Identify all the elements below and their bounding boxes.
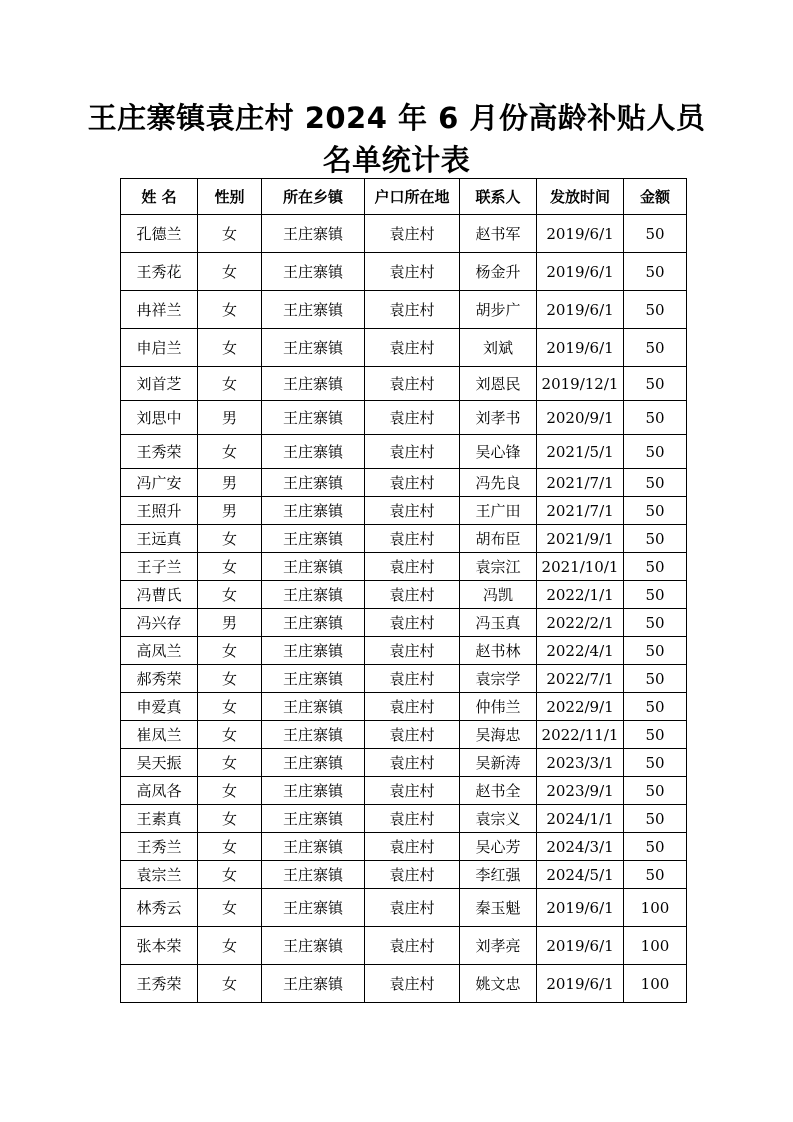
header-registered-residence: 户口所在地: [365, 179, 460, 215]
cell-contact: 赵书军: [460, 215, 537, 253]
header-name: 姓 名: [121, 179, 198, 215]
cell-contact: 王广田: [460, 497, 537, 525]
header-amount: 金额: [624, 179, 687, 215]
cell-name: 王秀荣: [121, 435, 198, 469]
cell-amount: 100: [624, 927, 687, 965]
cell-gender: 女: [198, 833, 262, 861]
cell-contact: 刘孝书: [460, 401, 537, 435]
cell-amount: 50: [624, 693, 687, 721]
table-row: [121, 777, 687, 805]
cell-township: 王庄寨镇: [262, 805, 365, 833]
cell-gender: 女: [198, 805, 262, 833]
cell-residence: 袁庄村: [365, 889, 460, 927]
cell-township: 王庄寨镇: [262, 291, 365, 329]
cell-residence: 袁庄村: [365, 861, 460, 889]
cell-name: 王素真: [121, 805, 198, 833]
cell-contact: 李红强: [460, 861, 537, 889]
cell-gender: 男: [198, 609, 262, 637]
cell-issue-date: 2022/9/1: [537, 693, 624, 721]
table-row: [121, 253, 687, 291]
cell-amount: 50: [624, 833, 687, 861]
table-row: [121, 861, 687, 889]
cell-contact: 胡步广: [460, 291, 537, 329]
cell-amount: 50: [624, 721, 687, 749]
cell-residence: 袁庄村: [365, 497, 460, 525]
cell-residence: 袁庄村: [365, 777, 460, 805]
cell-gender: 女: [198, 665, 262, 693]
cell-residence: 袁庄村: [365, 965, 460, 1003]
cell-issue-date: 2024/1/1: [537, 805, 624, 833]
cell-township: 王庄寨镇: [262, 721, 365, 749]
cell-residence: 袁庄村: [365, 927, 460, 965]
cell-gender: 女: [198, 553, 262, 581]
cell-name: 刘首芝: [121, 367, 198, 401]
cell-issue-date: 2023/9/1: [537, 777, 624, 805]
cell-issue-date: 2019/6/1: [537, 927, 624, 965]
cell-contact: 吴心芳: [460, 833, 537, 861]
cell-name: 冉祥兰: [121, 291, 198, 329]
cell-name: 王子兰: [121, 553, 198, 581]
table-row: [121, 637, 687, 665]
cell-name: 申启兰: [121, 329, 198, 367]
cell-name: 袁宗兰: [121, 861, 198, 889]
subsidy-roster-table: [120, 178, 687, 1003]
cell-residence: 袁庄村: [365, 805, 460, 833]
cell-gender: 男: [198, 497, 262, 525]
cell-issue-date: 2021/10/1: [537, 553, 624, 581]
cell-name: 郝秀荣: [121, 665, 198, 693]
cell-issue-date: 2022/2/1: [537, 609, 624, 637]
cell-gender: 女: [198, 693, 262, 721]
table-row: [121, 401, 687, 435]
cell-name: 崔凤兰: [121, 721, 198, 749]
cell-amount: 50: [624, 401, 687, 435]
table-row: [121, 581, 687, 609]
cell-residence: 袁庄村: [365, 609, 460, 637]
table-row: [121, 693, 687, 721]
cell-issue-date: 2021/9/1: [537, 525, 624, 553]
cell-issue-date: 2021/7/1: [537, 497, 624, 525]
cell-contact: 吴新涛: [460, 749, 537, 777]
cell-gender: 女: [198, 927, 262, 965]
cell-contact: 刘孝亮: [460, 927, 537, 965]
cell-gender: 男: [198, 401, 262, 435]
table-row: [121, 749, 687, 777]
cell-residence: 袁庄村: [365, 367, 460, 401]
cell-issue-date: 2019/6/1: [537, 329, 624, 367]
cell-gender: 女: [198, 329, 262, 367]
cell-issue-date: 2024/5/1: [537, 861, 624, 889]
cell-issue-date: 2019/6/1: [537, 215, 624, 253]
cell-township: 王庄寨镇: [262, 965, 365, 1003]
cell-residence: 袁庄村: [365, 253, 460, 291]
cell-name: 林秀云: [121, 889, 198, 927]
cell-township: 王庄寨镇: [262, 401, 365, 435]
table-row: [121, 367, 687, 401]
cell-amount: 50: [624, 367, 687, 401]
cell-amount: 50: [624, 497, 687, 525]
table-row: [121, 469, 687, 497]
table-row: [121, 665, 687, 693]
cell-gender: 女: [198, 721, 262, 749]
cell-township: 王庄寨镇: [262, 525, 365, 553]
table-row: [121, 965, 687, 1003]
cell-contact: 秦玉魁: [460, 889, 537, 927]
cell-name: 王秀花: [121, 253, 198, 291]
cell-amount: 100: [624, 889, 687, 927]
table-row: [121, 329, 687, 367]
cell-contact: 刘斌: [460, 329, 537, 367]
cell-gender: 女: [198, 889, 262, 927]
cell-township: 王庄寨镇: [262, 777, 365, 805]
cell-amount: 50: [624, 609, 687, 637]
table-row: [121, 215, 687, 253]
cell-gender: 女: [198, 291, 262, 329]
cell-township: 王庄寨镇: [262, 329, 365, 367]
table-row: [121, 721, 687, 749]
cell-contact: 冯先良: [460, 469, 537, 497]
cell-gender: 女: [198, 435, 262, 469]
cell-issue-date: 2019/6/1: [537, 889, 624, 927]
cell-amount: 50: [624, 805, 687, 833]
cell-gender: 女: [198, 367, 262, 401]
cell-township: 王庄寨镇: [262, 435, 365, 469]
cell-township: 王庄寨镇: [262, 861, 365, 889]
cell-issue-date: 2021/7/1: [537, 469, 624, 497]
cell-gender: 女: [198, 749, 262, 777]
cell-township: 王庄寨镇: [262, 609, 365, 637]
table-header-row: [121, 179, 687, 215]
cell-residence: 袁庄村: [365, 637, 460, 665]
cell-township: 王庄寨镇: [262, 469, 365, 497]
cell-township: 王庄寨镇: [262, 367, 365, 401]
cell-amount: 50: [624, 665, 687, 693]
cell-contact: 赵书林: [460, 637, 537, 665]
cell-gender: 女: [198, 581, 262, 609]
cell-township: 王庄寨镇: [262, 497, 365, 525]
table-row: [121, 497, 687, 525]
cell-township: 王庄寨镇: [262, 637, 365, 665]
cell-residence: 袁庄村: [365, 721, 460, 749]
header-contact: 联系人: [460, 179, 537, 215]
table-body: [121, 215, 687, 1003]
cell-issue-date: 2021/5/1: [537, 435, 624, 469]
cell-name: 高凤各: [121, 777, 198, 805]
table-row: [121, 833, 687, 861]
cell-contact: 袁宗江: [460, 553, 537, 581]
cell-amount: 50: [624, 329, 687, 367]
cell-contact: 冯凯: [460, 581, 537, 609]
cell-gender: 女: [198, 777, 262, 805]
cell-residence: 袁庄村: [365, 665, 460, 693]
cell-gender: 女: [198, 637, 262, 665]
cell-name: 冯曹氏: [121, 581, 198, 609]
table-row: [121, 889, 687, 927]
cell-contact: 吴海忠: [460, 721, 537, 749]
cell-residence: 袁庄村: [365, 435, 460, 469]
table-row: [121, 553, 687, 581]
cell-contact: 刘恩民: [460, 367, 537, 401]
cell-name: 刘思中: [121, 401, 198, 435]
cell-name: 王秀兰: [121, 833, 198, 861]
cell-name: 王秀荣: [121, 965, 198, 1003]
cell-contact: 袁宗义: [460, 805, 537, 833]
cell-name: 冯兴存: [121, 609, 198, 637]
cell-issue-date: 2019/6/1: [537, 291, 624, 329]
cell-name: 王远真: [121, 525, 198, 553]
cell-amount: 50: [624, 749, 687, 777]
cell-amount: 100: [624, 965, 687, 1003]
cell-amount: 50: [624, 777, 687, 805]
cell-township: 王庄寨镇: [262, 665, 365, 693]
cell-amount: 50: [624, 525, 687, 553]
cell-gender: 女: [198, 525, 262, 553]
cell-residence: 袁庄村: [365, 329, 460, 367]
cell-issue-date: 2020/9/1: [537, 401, 624, 435]
cell-gender: 女: [198, 215, 262, 253]
cell-issue-date: 2019/6/1: [537, 965, 624, 1003]
cell-township: 王庄寨镇: [262, 833, 365, 861]
cell-residence: 袁庄村: [365, 291, 460, 329]
cell-issue-date: 2022/7/1: [537, 665, 624, 693]
cell-township: 王庄寨镇: [262, 693, 365, 721]
cell-issue-date: 2022/4/1: [537, 637, 624, 665]
cell-amount: 50: [624, 581, 687, 609]
cell-residence: 袁庄村: [365, 525, 460, 553]
cell-residence: 袁庄村: [365, 833, 460, 861]
cell-residence: 袁庄村: [365, 401, 460, 435]
cell-gender: 女: [198, 965, 262, 1003]
table-row: [121, 609, 687, 637]
cell-name: 吴天振: [121, 749, 198, 777]
cell-residence: 袁庄村: [365, 553, 460, 581]
cell-amount: 50: [624, 435, 687, 469]
cell-contact: 赵书全: [460, 777, 537, 805]
cell-township: 王庄寨镇: [262, 581, 365, 609]
cell-residence: 袁庄村: [365, 749, 460, 777]
cell-contact: 仲伟兰: [460, 693, 537, 721]
cell-contact: 袁宗学: [460, 665, 537, 693]
table-row: [121, 805, 687, 833]
cell-issue-date: 2023/3/1: [537, 749, 624, 777]
header-gender: 性别: [198, 179, 262, 215]
cell-name: 冯广安: [121, 469, 198, 497]
cell-name: 高凤兰: [121, 637, 198, 665]
cell-name: 孔德兰: [121, 215, 198, 253]
cell-township: 王庄寨镇: [262, 253, 365, 291]
cell-issue-date: 2019/6/1: [537, 253, 624, 291]
table-row: [121, 291, 687, 329]
cell-contact: 冯玉真: [460, 609, 537, 637]
cell-township: 王庄寨镇: [262, 215, 365, 253]
document-title-line-2: 名单统计表: [322, 143, 471, 177]
cell-residence: 袁庄村: [365, 693, 460, 721]
cell-residence: 袁庄村: [365, 215, 460, 253]
cell-name: 申爱真: [121, 693, 198, 721]
cell-amount: 50: [624, 215, 687, 253]
cell-amount: 50: [624, 553, 687, 581]
cell-issue-date: 2019/12/1: [537, 367, 624, 401]
table-row: [121, 525, 687, 553]
cell-gender: 女: [198, 253, 262, 291]
cell-amount: 50: [624, 253, 687, 291]
document-title-line-1: 王庄寨镇袁庄村 2024 年 6 月份高龄补贴人员: [87, 101, 706, 135]
cell-residence: 袁庄村: [365, 581, 460, 609]
table-row: [121, 435, 687, 469]
cell-amount: 50: [624, 861, 687, 889]
cell-issue-date: 2022/1/1: [537, 581, 624, 609]
cell-amount: 50: [624, 637, 687, 665]
cell-amount: 50: [624, 291, 687, 329]
cell-township: 王庄寨镇: [262, 553, 365, 581]
cell-amount: 50: [624, 469, 687, 497]
header-issue-date: 发放时间: [537, 179, 624, 215]
cell-contact: 姚文忠: [460, 965, 537, 1003]
cell-gender: 女: [198, 861, 262, 889]
cell-township: 王庄寨镇: [262, 889, 365, 927]
cell-issue-date: 2024/3/1: [537, 833, 624, 861]
cell-name: 王照升: [121, 497, 198, 525]
cell-residence: 袁庄村: [365, 469, 460, 497]
cell-township: 王庄寨镇: [262, 749, 365, 777]
table-row: [121, 927, 687, 965]
cell-contact: 胡布臣: [460, 525, 537, 553]
header-township: 所在乡镇: [262, 179, 365, 215]
cell-issue-date: 2022/11/1: [537, 721, 624, 749]
cell-contact: 吴心锋: [460, 435, 537, 469]
cell-contact: 杨金升: [460, 253, 537, 291]
cell-name: 张本荣: [121, 927, 198, 965]
cell-township: 王庄寨镇: [262, 927, 365, 965]
cell-gender: 男: [198, 469, 262, 497]
